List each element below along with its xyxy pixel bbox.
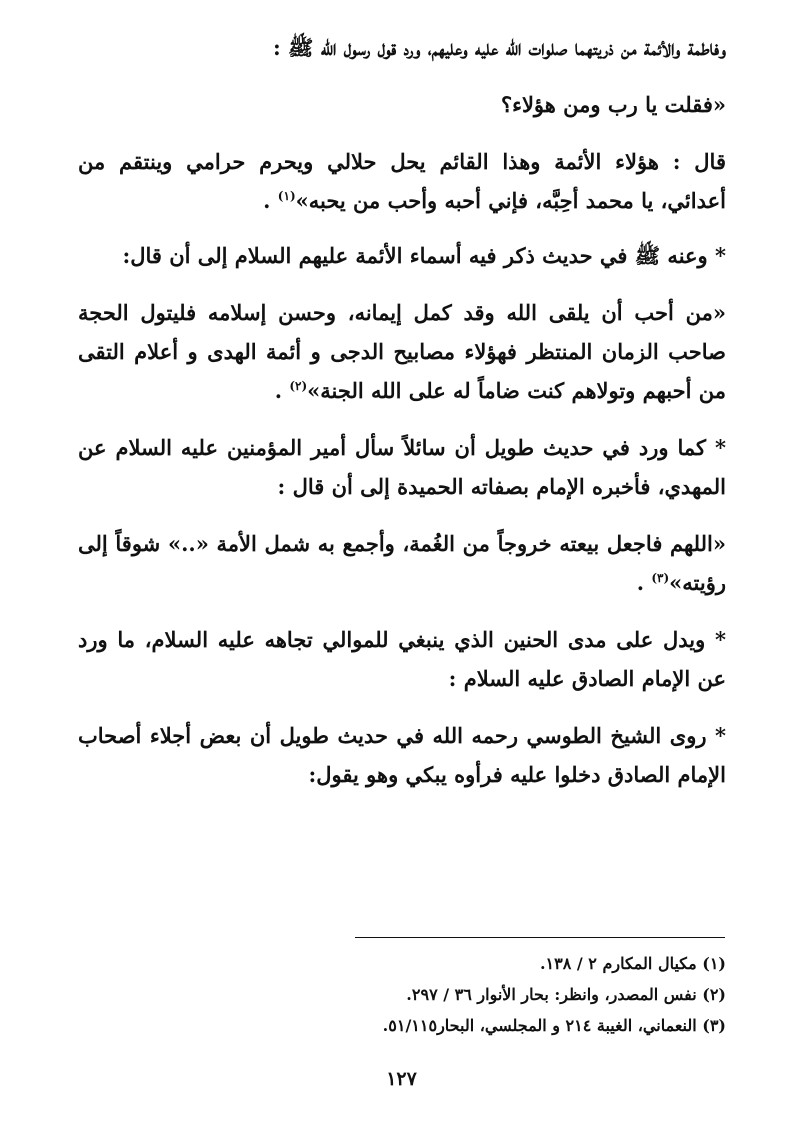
paragraph-4-text: * وعنه ﷺ في حديث ذكر فيه أسماء الأئمة عليهم السلام إلى أن قال: [122,243,726,268]
paragraph-1 [78,28,726,67]
footnote-mark-1: (١) [277,189,296,203]
paragraph-8-text: * ويدل على مدى الحنين الذي ينبغي للموالي تجاهه عليه السلام، ما ورد عن الإمام الصادق عليه السلام : [78,627,726,691]
paragraph-3: قال : هؤلاء الأئمة وهذا القائم يحل حلالي ويحرم حرامي وينتقم من أعدائي، يا محمد أحِبَّه، فإني أحبه وأحب من يحبه»$^{(١)}$ . [78,149,726,213]
paragraph-2-text: «فقلت يا رب ومن هؤلاء؟ [500,92,726,117]
paragraph-7: «اللهم فاجعل بيعته خروجاً من الغُمة، وأجمع به شمل الأمة «..» شوقاً إلى رؤيته»$^{(٣)}$ . [78,531,726,595]
footnote-2: (٢) نفس المصدر، وانظر: بحار الأنوار ٣٦ / ٢٩٧. [406,985,726,1004]
paragraph-8 [78,620,726,698]
page-body [78,28,726,794]
footnotes [78,948,726,1041]
paragraph-6-text: * كما ورد في حديث طويل أن سائلاً سأل أمير المؤمنين عليه السلام عن المهدي، فأخبره الإمام بصفاته الحميدة إلى أن قال : [78,435,726,499]
footnote-3: (٣) النعماني، الغيبة ٢١٤ و المجلسي، البحار٥١/١١٥. [382,1016,726,1035]
paragraph-3-text: قال : هؤلاء الأئمة وهذا القائم يحل حلالي ويحرم حرامي وينتقم من أعدائي، يا محمد أحِبَّه، فإني أحبه وأحب من يحبه» [78,149,726,213]
paragraph-7-text: «اللهم فاجعل بيعته خروجاً من الغُمة، وأجمع به شمل الأمة «..» شوقاً إلى رؤيته» [78,531,726,595]
footnote-1: (١) مكيال المكارم ٢ / ١٣٨. [539,954,726,973]
paragraph-6 [78,428,726,506]
footnote-mark-2: (٢) [289,379,308,393]
footnote-mark-3: (٣) [651,571,670,585]
paragraph-9 [78,716,726,794]
page-number: ١٢٧ [386,1068,417,1090]
footnote-divider [355,937,725,938]
paragraph-5: «من أحب أن يلقى الله وقد كمل إيمانه، وحسن إسلامه فليتول الحجة صاحب الزمان المنتظر فهؤلاء مصابيح الدجى و أئمة الهدى و أعلام التقى من أحبهم وتولاهم كنت ضاماً له على الله الجنة»$^{(٢)}$ . [78,300,726,403]
paragraph-2 [78,85,726,124]
paragraph-1-text: وفاطمة والأئمة من ذريتهما صلوات الله عليه وعليهم، ورد قول رسول الله ﷺ : [272,35,726,60]
paragraph-4 [78,236,726,275]
paragraph-9-text: * روى الشيخ الطوسي رحمه الله في حديث طويل أن بعض أجلاء أصحاب الإمام الصادق دخلوا عليه فرأوه يبكي وهو يقول: [78,723,726,787]
paragraph-5-text: «من أحب أن يلقى الله وقد كمل إيمانه، وحسن إسلامه فليتول الحجة صاحب الزمان المنتظر فهؤلاء مصابيح الدجى و أئمة الهدى و أعلام التقى من أحبهم وتولاهم كنت ضاماً له على الله الجنة» [78,300,726,403]
